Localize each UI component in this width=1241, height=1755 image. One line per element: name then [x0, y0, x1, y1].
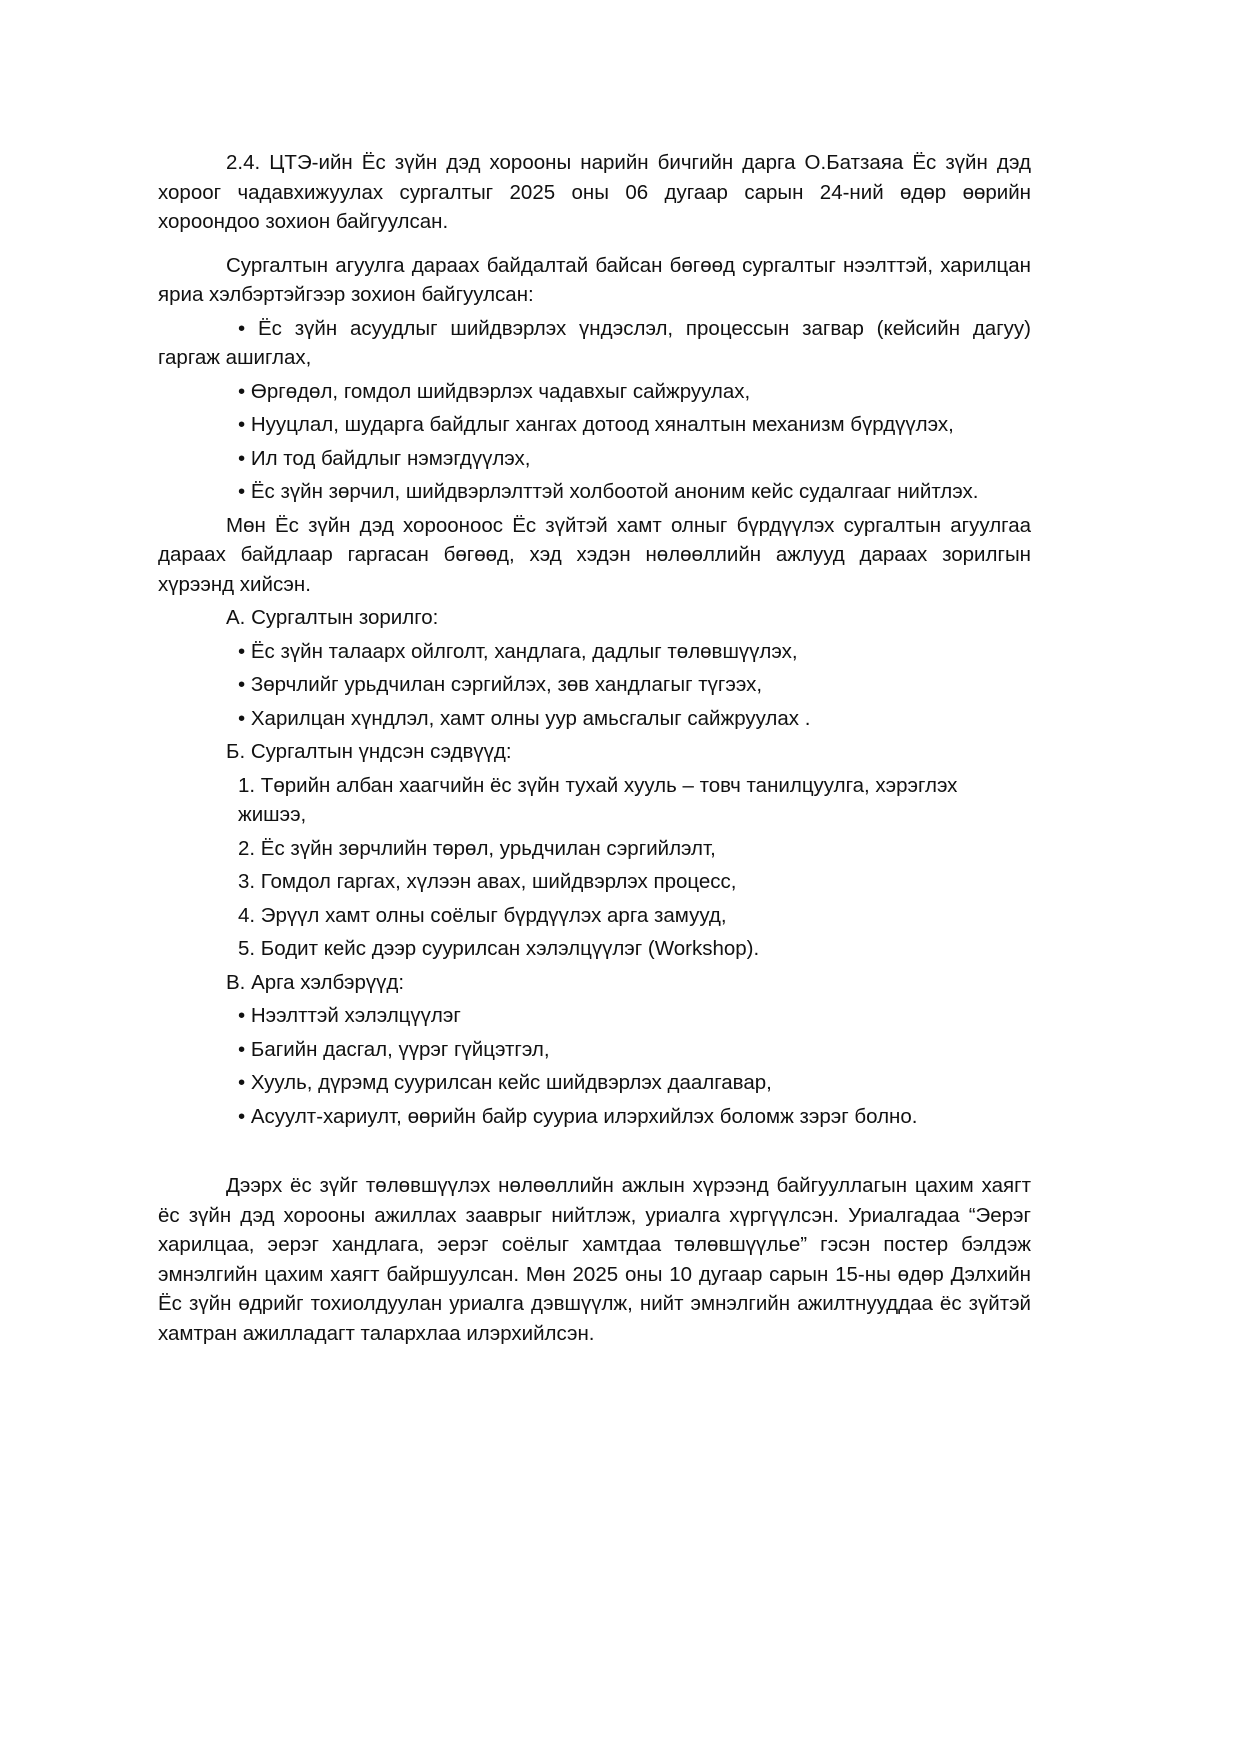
content-bullet: • Ёс зүйн зөрчил, шийдвэрлэлттэй холбоотой аноним кейс судалгааг нийтлэх.: [238, 480, 979, 503]
section-a: [158, 603, 1031, 733]
section-b-item: 3. Гомдол гаргах, хүлээн авах, шийдвэрлэх процесс,: [238, 870, 737, 893]
section-b-item: 1. Төрийн албан хаагчийн ёс зүйн тухай хууль – товч танилцуулга, хэрэглэх жишээ,: [238, 773, 958, 826]
content-bullet: • Ил тод байдлыг нэмэгдүүлэх,: [238, 446, 531, 470]
content-bullet: • Ёс зүйн асуудлыг шийдвэрлэх үндэслэл, процессын загвар (кейсийн дагуу) гаргаж ашиглах,: [158, 316, 1031, 369]
section-c-item: • Багийн дасгал, үүрэг гүйцэтгэл,: [238, 1037, 550, 1061]
section-c: [158, 968, 1031, 1132]
section-b-item: 5. Бодит кейс дээр суурилсан хэлэлцүүлэг (Workshop).: [238, 937, 760, 960]
section-b: [158, 737, 1031, 964]
section-c-item: • Асуулт-хариулт, өөрийн байр сууриа илэрхийлэх боломж зэрэг болно.: [238, 1104, 918, 1128]
section-c-item: • Хууль, дүрэмд суурилсан кейс шийдвэрлэх даалгавар,: [238, 1071, 772, 1094]
content-paragraph: Сургалтын агуулга дараах байдалтай байсан бөгөөд сургалтыг нээлттэй, харилцан яриа хэлбэртэйгээр зохион байгуулсан:: [158, 253, 1031, 306]
section-b-item: 4. Эрүүл хамт олны соёлыг бүрдүүлэх арга замууд,: [238, 903, 727, 927]
content-bullet: • Өргөдөл, гомдол шийдвэрлэх чадавхыг сайжруулах,: [238, 379, 751, 403]
content-bullet-list: [158, 314, 1031, 507]
committee-paragraph: Мөн Ёс зүйн дэд хорооноос Ёс зүйтэй хамт олныг бүрдүүлэх сургалтын агуулгаа дараах байдлаар гаргасан бөгөөд, хэд хэдэн нөлөөллийн ажлууд дараах зорилгын хүрээнд хийсэн.: [158, 513, 1031, 596]
document-page: [158, 148, 1031, 1348]
content-bullet: • Нууцлал, шударга байдлыг хангах дотоод хяналтын механизм бүрдүүлэх,: [238, 413, 954, 436]
section-c-item: • Нээлттэй хэлэлцүүлэг: [238, 1004, 461, 1027]
section-spacer: [158, 1131, 1031, 1171]
section-a-item: • Зөрчлийг урьдчилан сэргийлэх, зөв хандлагыг түгээх,: [238, 673, 763, 696]
section-c-heading: В. Арга хэлбэрүүд:: [226, 970, 405, 994]
section-b-item: 2. Ёс зүйн зөрчлийн төрөл, урьдчилан сэргийлэлт,: [238, 836, 716, 860]
intro-paragraph: 2.4. ЦТЭ-ийн Ёс зүйн дэд хорооны нарийн бичгийн дарга О.Батзаяа Ёс зүйн дэд хороог чадавхижуулах сургалтыг 2025 оны 06 дугаар сарын 24-ний өдөр өөрийн хороондоо зохион байгуулсан.: [158, 151, 1031, 233]
section-b-heading: Б. Сургалтын үндсэн сэдвүүд:: [226, 740, 512, 763]
section-a-heading: А. Сургалтын зорилго:: [226, 606, 439, 629]
section-a-item: • Ёс зүйн талаарх ойлголт, хандлага, дадлыг төлөвшүүлэх,: [238, 639, 798, 663]
closing-paragraph: Дээрх ёс зүйг төлөвшүүлэх нөлөөллийн ажлын хүрээнд байгууллагын цахим хаягт ёс зүйн дэд хорооны ажиллах зааврыг нийтлэж, уриалга хүргүүлсэн. Уриалгадаа “Эерэг харилцаа, эерэг хандлага, эерэг соёлыг хамтдаа төлөвшүүлье” гэсэн постер бэлдэж эмнэлгийн цахим хаягт байршуулсан. Мөн 2025 оны 10 дугаар сарын 15-ны өдөр Дэлхийн Ёс зүйн өдрийг тохиолдуулан уриалга дэвшүүлж, нийт эмнэлгийн ажилтнууддаа ёс зүйтэй хамтран ажилладагт талархлаа илэрхийлсэн.: [158, 1174, 1031, 1345]
section-a-item: • Харилцан хүндлэл, хамт олны уур амьсгалыг сайжруулах .: [238, 706, 811, 730]
